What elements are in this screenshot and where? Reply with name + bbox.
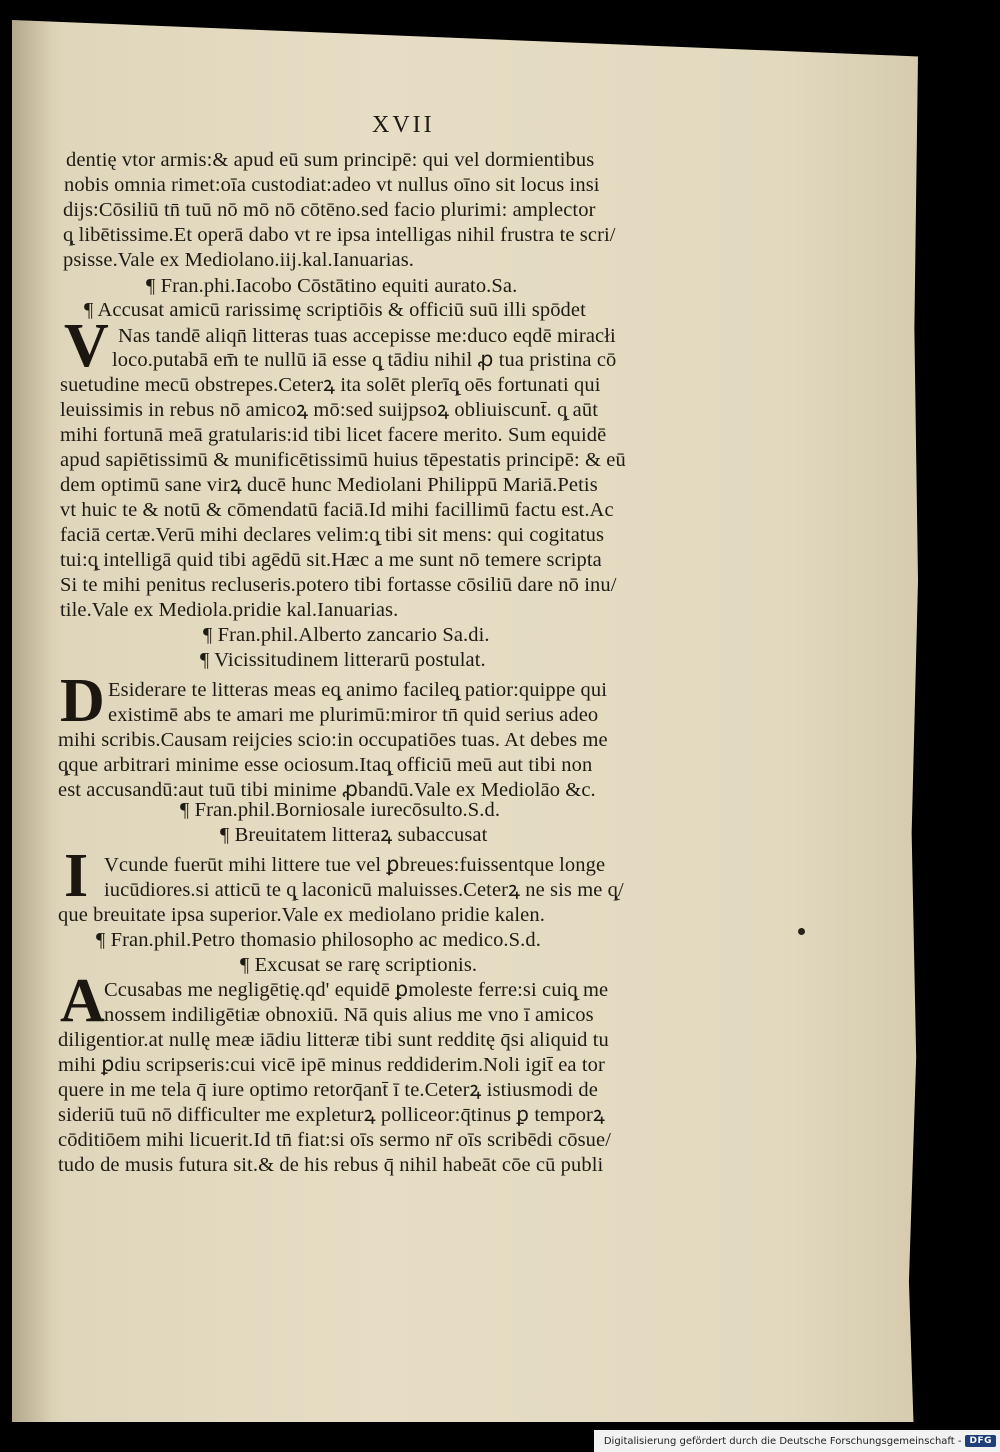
- letter-heading: ¶ Fran.phil.Borniosale iurecōsulto.S.d.: [180, 799, 501, 821]
- funding-footer: [594, 1430, 1000, 1452]
- letter-heading: ¶ Fran.phil.Alberto zancario Sa.di.: [203, 624, 490, 646]
- text-line: q̨ libētissime.Et operā dabo vt re ipsa intelligas nihil frustra te scri/: [63, 224, 616, 246]
- text-line: dem optimū sane virꝝ ducē hunc Mediolani Philippū Mariā.Petis: [60, 474, 598, 496]
- text-line: mihi ꝑdiu scripseris:cui vicē ipē minus reddiderim.Noli igit̄ ea tor: [58, 1054, 605, 1076]
- folio-number: XVII: [372, 112, 435, 138]
- letter-summary: ¶ Accusat amicū rarissimę scriptiōis & officiū suū illi spōdet: [84, 299, 586, 321]
- text-line: cōditiōem mihi licuerit.Id tn̄ fiat:si oīs sermo nr̄ oīs scribēdi cōsue/: [58, 1129, 611, 1151]
- text-line: tudo de musis futura sit.& de his rebus q̄ nihil habeāt cōe cū publi: [58, 1154, 604, 1176]
- dfg-logo: DFG: [965, 1435, 996, 1447]
- text-line: suetudine mecū obstrepes.Ceterꝝ ita solēt plerīq̨ oēs fortunati qui: [60, 374, 601, 396]
- text-line: dijs:Cōsiliū tn̄ tuū nō mō nō cōtēno.sed facio plurimi: amplector: [63, 199, 596, 221]
- text-line: Ccusabas me negligētię.qd' equidē ꝑmoleste ferre:si cuiq̨ me: [104, 979, 609, 1001]
- text-line: mihi scribis.Causam reijcies scio:in occupatiōes tuas. At debes me: [58, 729, 608, 751]
- letter-summary: ¶ Excusat se rarę scriptionis.: [240, 954, 478, 976]
- text-line: Nas tandē aliqn̄ litteras tuas accepisse me:duco eqdē miracłi: [118, 325, 616, 347]
- text-line: existimē abs te amari me plurimū:miror tn̄ quid serius adeo: [108, 704, 599, 726]
- text-line: faciā certæ.Verū mihi declares velim:q̨ tibi sit mens: qui cogitatus: [60, 524, 605, 546]
- text-line: dentię vtor armis:& apud eū sum principē: qui vel dormientibus: [66, 149, 595, 171]
- text-line: que breuitate ipsa superior.Vale ex mediolano pridie kalen.: [58, 904, 545, 926]
- letter-summary: ¶ Breuitatem litteraꝝ subaccusat: [220, 824, 488, 846]
- text-line: sideriū tuū nō difficulter me expleturꝝ polliceor:q̄tinus ꝑ temporꝝ: [58, 1104, 605, 1126]
- text-line: Si te mihi penitus recluseris.potero tibi fortasse cōsiliū dare nō inu/: [60, 574, 617, 596]
- text-line: Vcunde fuerūt mihi littere tue vel ꝑbreues:fuissentque longe: [104, 854, 606, 876]
- text-line: mihi fortunā meā gratularis:id tibi licet facere merito. Sum equidē: [60, 424, 607, 446]
- text-line: est accusandū:aut tuū tibi minime ꝓbandū.Vale ex Mediolāo &c.: [58, 779, 596, 801]
- text-line: nobis omnia rimet:oīa custodiat:adeo vt nullus oīno sit locus insi: [64, 174, 600, 196]
- initial-d: D: [60, 667, 105, 735]
- text-line: leuissimis in rebus nō amicoꝝ mō:sed suijpsoꝝ obliuiscunt̄. q̨ aūt: [60, 399, 599, 421]
- text-line: nossem indiligētiæ obnoxiū. Nā quis alius me vno ī amicos: [104, 1004, 594, 1026]
- text-line: loco.putabā em̄ te nullū iā esse q̨ tādiu nihil ꝓ tua pristina cō: [112, 349, 617, 371]
- initial-i: I: [64, 842, 89, 910]
- text-line: apud sapiētissimū & munificētissimū huius tēpestatis principē: & eū: [60, 449, 626, 471]
- text-line: q̨que arbitrari minime esse ociosum.Itaq̨ officiū meū aut tibi non: [58, 754, 593, 776]
- text-line: tui:q̨ intelligā quid tibi agēdū sit.Hæc a me sunt nō temere scripta: [60, 549, 602, 571]
- footer-text: Digitalisierung gefördert durch die Deutsche Forschungsgemeinschaft -: [603, 1435, 962, 1447]
- text-line: quere in me tela q̄ iure optimo retorq̄ant̄ ī te.Ceterꝝ istiusmodi de: [58, 1079, 598, 1101]
- text-line: tile.Vale ex Mediola.pridie kal.Ianuarias.: [60, 599, 399, 621]
- text-line: psisse.Vale ex Mediolano.iij.kal.Ianuarias.: [63, 249, 414, 271]
- letter-heading: ¶ Fran.phi.Iacobo Cōstātino equiti aurato.Sa.: [146, 275, 518, 297]
- letter-summary: ¶ Vicissitudinem litterarū postulat.: [200, 649, 486, 671]
- text-line: vt huic te & notū & cōmendatū faciā.Id mihi facillimū factu est.Ac: [60, 499, 614, 521]
- initial-v: V: [64, 312, 109, 380]
- text-line: diligentior.at nullę meæ iādiu litteræ tibi sunt redditę q̄si aliquid tu: [58, 1029, 609, 1051]
- text-line: Esiderare te litteras meas eq̨ animo facileq̨ patior:quippe qui: [108, 679, 608, 701]
- text-line: iucūdiores.si atticū te q̨ laconicū maluisses.Ceterꝝ ne sis me q̨/: [104, 879, 624, 901]
- initial-a: A: [60, 967, 105, 1035]
- letter-heading: ¶ Fran.phil.Petro thomasio philosopho ac medico.S.d.: [96, 929, 541, 951]
